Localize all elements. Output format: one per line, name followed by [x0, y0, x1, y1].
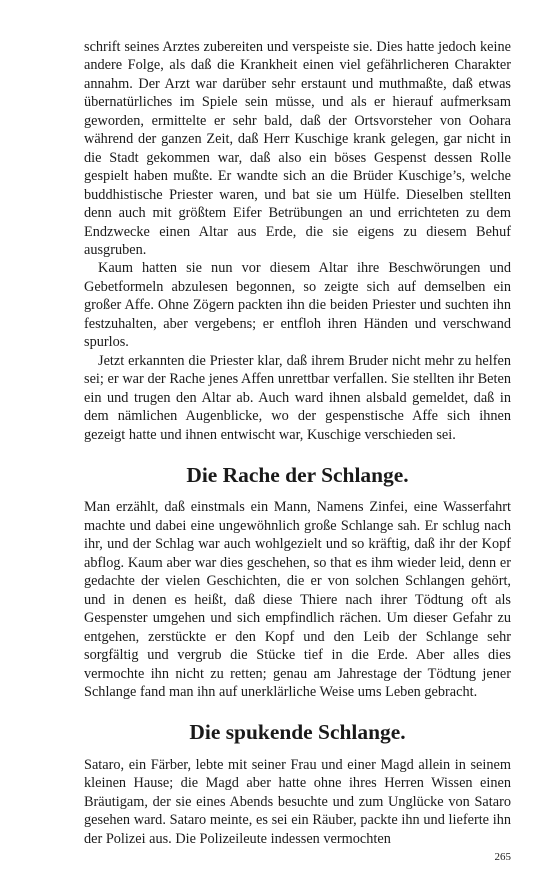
- paragraph-2: Kaum hatten sie nun vor diesem Altar ihre Beschwörungen und Gebetformeln abzulesen begonnen, so zeigte sich auf demselben ein großer Affe. Ohne Zögern packten ihn die beiden Priester und suchten ihn festzuhalten, aber vergebens; er entfloh ihren Händen und verschwand spurlos.: [84, 260, 511, 351]
- paragraph-3: Jetzt erkannten die Priester klar, daß ihrem Bruder nicht mehr zu helfen sei; er war der Rache jenes Affen unrettbar verfallen. Sie stellten ihr Beten ein und trugen den Altar ab. Auch ward ihnen alsbald gemeldet, daß in dem nämlichen Augenblicke, wo der gespenstische Affe sich ihnen gezeigt hatte und ihnen entwischt war, Kuschige verschieden sei.: [84, 352, 511, 443]
- paragraph-1: schrift seines Arztes zubereiten und verspeiste sie. Dies hatte jedoch keine andere Folge, als daß die Krankheit einen viel gefährlicheren Charakter annahm. Der Arzt war darüber sehr erstaunt und muthmaßte, daß etwas übernatürliches im Spiele sein müsse, und als er hierauf aufmerksam geworden, ermittelte er sehr bald, daß der Ortsvorsteher von Oohara während der ganzen Zeit, daß Herr Kuschige krank gelegen, gar nicht in die Stadt gekommen war, daß also ein böses Gespenst dessen Rolle gespielt haben mußte. Er wandte sich an die Brüder Kuschige’s, welche buddhistische Priester waren, und bat sie um Hülfe. Dieselben stellten denn auch mit größtem Eifer Betrübungen an und errichteten zu dem Endzwecke einen Altar aus Erde, die sie eigens zu diesem Behuf ausgruben.: [84, 39, 511, 258]
- page-number: 265: [494, 851, 511, 863]
- page-body: [84, 38, 511, 848]
- section-heading-rache-der-schlange: Die Rache der Schlange.: [186, 462, 409, 487]
- section-heading-spukende-schlange: Die spukende Schlange.: [189, 720, 406, 745]
- section2-paragraph: Sataro, ein Färber, lebte mit seiner Frau und einer Magd allein in seinem kleinen Hause; die Magd aber hatte ohne ihres Herren Wissen einen Bräutigam, der sie eines Abends besuchte und zum Unglücke von Sataro gesehen ward. Sataro meinte, es sei ein Räuber, packte ihn und lieferte ihn der Polizei aus. Die Polizeileute indessen vermochten: [84, 756, 511, 847]
- section1-paragraph: Man erzählt, daß einstmals ein Mann, Namens Zinfei, eine Wasserfahrt machte und dabei eine ungewöhnlich große Schlange sah. Er schlug nach ihr, und der Schlag war auch wohlgezielt und so kräftig, daß ihr der Kopf abflog. Kaum aber war dies geschehen, so that es ihm wieder leid, denn er gedachte der vielen Geschichten, die er von solchen Schlangen gehört, und in denen es heißt, daß diese Thiere nach ihrer Tödtung oft als Gespenster umgehen und sich empfindlich rächen. Um dieser Gefahr zu entgehen, zerstückte er den Kopf und den Leib der Schlange sehr sorgfältig und vergrub die Stücke tief in die Erde. Aber alles dies vermochte ihn nicht zu retten; genau am Jahrestage der Tödtung jener Schlange fand man ihn auf unerklärliche Weise ums Leben gebracht.: [84, 499, 511, 700]
